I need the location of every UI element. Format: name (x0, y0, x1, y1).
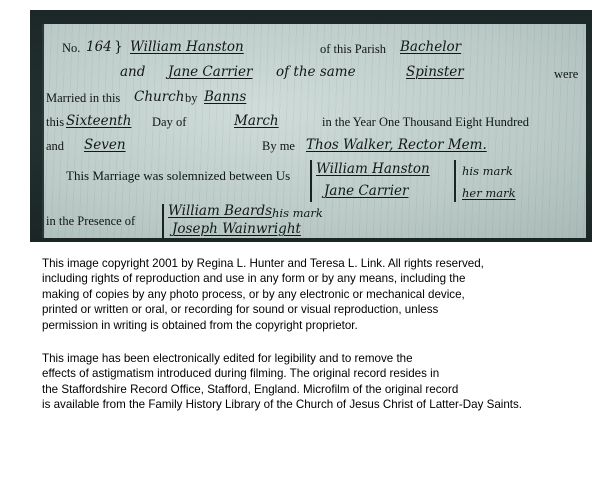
notice-line: the Staffordshire Record Office, Stafford, England. Microfilm of the original record (42, 382, 459, 396)
editing-notice (42, 351, 594, 413)
entry-number: 164 (86, 39, 112, 55)
bride-status: Spinster (406, 64, 464, 80)
parties-bracket (310, 160, 312, 202)
marks-bracket (454, 160, 456, 202)
by-label: by (185, 91, 198, 105)
by-me-label: By me (262, 139, 295, 153)
married-place: Church (134, 89, 185, 105)
notice-line: making of copies by any photo process, or by any electronic or mechanical device, (42, 287, 465, 301)
notice-line: permission in writing is obtained from the copyright proprietor. (42, 318, 358, 332)
officiant: Thos Walker, Rector Mem. (306, 137, 487, 153)
witness-bracket (162, 204, 164, 238)
day-value: Sixteenth (66, 113, 132, 129)
party1-mark: his mark (462, 164, 513, 178)
of-parish-label: of this Parish (320, 42, 386, 56)
year-value: Seven (84, 137, 126, 153)
notice-line: This image has been electronically edited for legibility and to remove the (42, 352, 413, 365)
witness1-name: William Beards (168, 203, 273, 219)
groom-status: Bachelor (400, 39, 462, 55)
married-label: Married in this (46, 91, 121, 105)
record-row-names (44, 38, 586, 60)
party2-mark: her mark (462, 186, 516, 200)
were-label: were (554, 67, 579, 81)
notice-line: including rights of reproduction and use in any form or by any means, including the (42, 272, 466, 286)
presence-label: in the Presence of (46, 214, 136, 228)
bride-name: Jane Carrier (168, 64, 253, 80)
notice-line: effects of astigmatism introduced during filming. The original record resides in (42, 367, 440, 381)
groom-name: William Hanston (130, 39, 244, 55)
witness1-mark: his mark (272, 206, 323, 220)
banns: Banns (204, 89, 247, 105)
witness2-name: Joseph Wainwright (172, 221, 301, 237)
record-row-officiant (44, 134, 586, 156)
same-label: of the same (276, 64, 356, 80)
notice-line: This image copyright 2001 by Regina L. Hunter and Teresa L. Link. All rights reserved, (42, 257, 484, 270)
and-label-year: and (46, 139, 65, 153)
number-label: No. (62, 41, 81, 55)
and-label: and (120, 64, 146, 80)
year-label: in the Year One Thousand Eight Hundred (322, 115, 530, 129)
month-value: March (234, 113, 279, 129)
record-row-bride (44, 62, 586, 84)
record-row-date (44, 110, 586, 132)
marriage-record-scan (30, 10, 592, 242)
notice-line: printed or written or oral, or recording for sound or visual reproduction, unless (42, 303, 439, 317)
brace: } (114, 39, 123, 55)
notice-line: is available from the Family History Library of the Church of Jesus Christ of Latter-Day Saints. (42, 398, 523, 412)
this-label: this (46, 115, 65, 129)
day-of-label: Day of (152, 115, 187, 129)
copyright-notice (42, 256, 594, 333)
register-form (42, 24, 586, 238)
solemnized-label: This Marriage was solemnized between Us (66, 168, 291, 183)
party1-name: William Hanston (316, 161, 430, 177)
record-row-place (44, 86, 586, 108)
party2-name: Jane Carrier (324, 183, 409, 199)
